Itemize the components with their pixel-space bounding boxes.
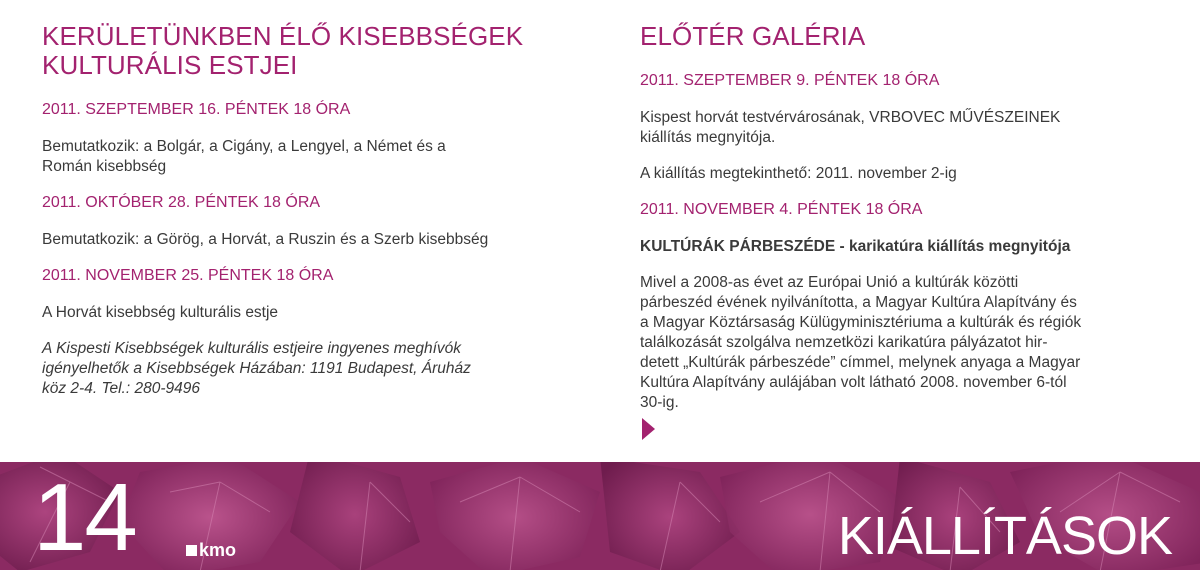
invitation-note-line: igényelhetők a Kisebbségek Házában: 1191 Budapest, Áruház xyxy=(42,360,471,377)
exhibition-description-line: detett „Kultúrák párbeszéde” címmel, melynek anyaga a Magyar xyxy=(640,354,1081,371)
left-heading-line: KULTURÁLIS ESTJEI xyxy=(42,50,298,80)
section-title: KIÁLLÍTÁSOK xyxy=(837,506,1172,566)
exhibition-description-line: Mivel a 2008-as évet az Európai Unió a kultúrák közötti xyxy=(640,274,1019,291)
invitation-note-line: köz 2-4. Tel.: 280-9496 xyxy=(42,380,200,397)
exhibition-description-line: Kultúra Alapítvány aulájában volt látható 2008. november 6-tól xyxy=(640,374,1067,391)
event-description-line: Román kisebbség xyxy=(42,158,167,175)
kmo-logo xyxy=(186,540,236,561)
event-description-line: kiállítás megnyitója. xyxy=(640,129,776,146)
right-heading-line: ELŐTÉR GALÉRIA xyxy=(640,21,866,51)
event-date: 2011. SZEPTEMBER 16. PÉNTEK 18 ÓRA xyxy=(42,101,351,118)
exhibition-description xyxy=(640,273,1160,413)
event-description-line: A Horvát kisebbség kulturális estje xyxy=(42,304,279,321)
exhibition-duration: A kiállítás megtekinthető: 2011. november 2-ig xyxy=(640,165,957,182)
right-heading xyxy=(640,22,1160,51)
exhibition-description-line: találkozását szolgálva nemzetközi karikatúra pályázatot hir- xyxy=(640,334,1048,351)
next-page-arrow-icon[interactable] xyxy=(642,418,655,440)
invitation-note xyxy=(42,339,562,399)
invitation-note-line: A Kispesti Kisebbségek kulturális estjeire ingyenes meghívók xyxy=(42,340,461,357)
exhibition-description-line: párbeszéd évének nyilvánította, a Magyar Kultúra Alapítvány és xyxy=(640,294,1077,311)
left-heading xyxy=(42,22,562,80)
event-description xyxy=(640,108,1160,148)
event-date: 2011. NOVEMBER 25. PÉNTEK 18 ÓRA xyxy=(42,267,334,284)
event-description-line: Kispest horvát testvérvárosának, VRBOVEC MŰVÉSZEINEK xyxy=(640,109,1061,126)
exhibition-description-line: 30-ig. xyxy=(640,394,679,411)
page-number: 14 xyxy=(33,464,136,571)
logo-square-icon xyxy=(186,545,197,556)
exhibition-description-line: a Magyar Köztársaság Külügyminisztériuma a kultúrák és régiók xyxy=(640,314,1082,331)
event-date: 2011. SZEPTEMBER 9. PÉNTEK 18 ÓRA xyxy=(640,72,940,89)
left-column xyxy=(42,22,562,415)
event-description xyxy=(42,230,562,250)
event-date: 2011. NOVEMBER 4. PÉNTEK 18 ÓRA xyxy=(640,201,923,218)
event-description xyxy=(42,137,562,177)
event-description-line: Bemutatkozik: a Bolgár, a Cigány, a Lengyel, a Német és a xyxy=(42,138,446,155)
exhibition-title: KULTÚRÁK PÁRBESZÉDE - karikatúra kiállítás megnyitója xyxy=(640,238,1071,255)
event-description-line: Bemutatkozik: a Görög, a Horvát, a Ruszin és a Szerb kisebbség xyxy=(42,231,489,248)
event-description xyxy=(42,303,562,323)
right-column xyxy=(640,22,1160,429)
left-heading-line: KERÜLETÜNKBEN ÉLŐ KISEBBSÉGEK xyxy=(42,21,524,51)
event-date: 2011. OKTÓBER 28. PÉNTEK 18 ÓRA xyxy=(42,194,321,211)
logo-text: kmo xyxy=(199,540,237,560)
